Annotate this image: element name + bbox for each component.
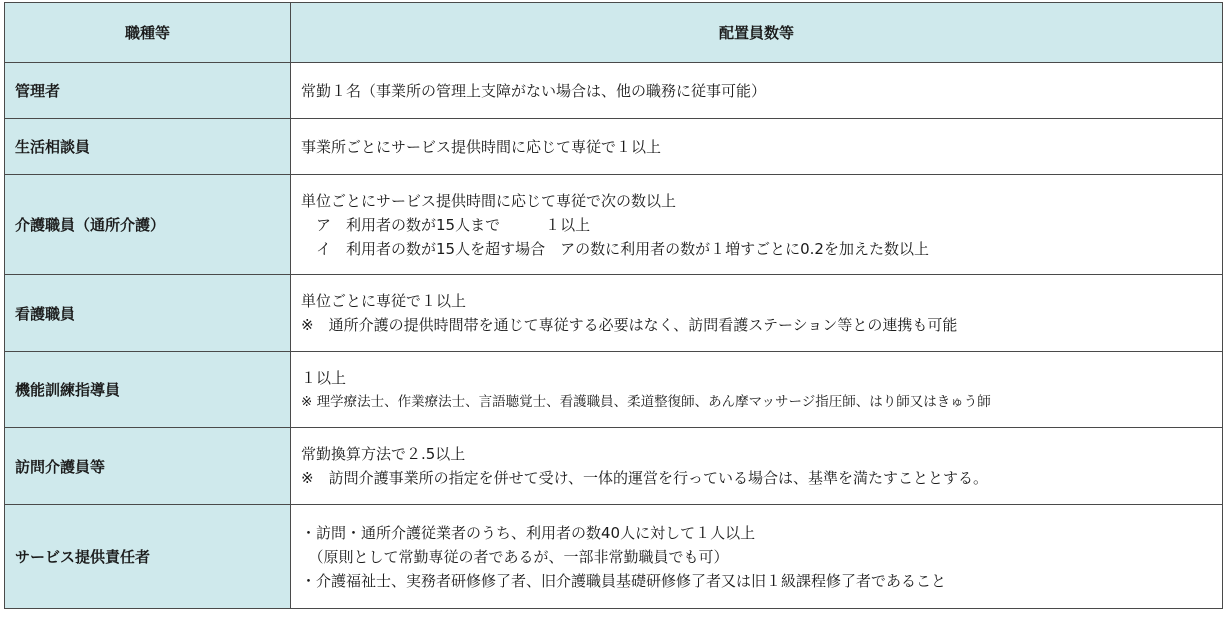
requirement-line: ※ 理学療法士、作業療法士、言語聴覚士、看護職員、柔道整復師、あん摩マッサージ指圧師、はり師又はきゅう師 xyxy=(301,393,991,410)
staffing-table-container xyxy=(4,2,1222,609)
requirement-cell xyxy=(291,352,1223,428)
requirement-cell xyxy=(291,119,1223,175)
table-row xyxy=(5,275,1223,352)
role-cell: 機能訓練指導員 xyxy=(5,352,291,428)
table-row xyxy=(5,352,1223,428)
role-cell: 生活相談員 xyxy=(5,119,291,175)
requirement-line: イ 利用者の数が15人を超す場合 アの数に利用者の数が１増すごとに0.2を加えた数以上 xyxy=(301,239,929,258)
staffing-table xyxy=(4,2,1223,609)
table-header-row xyxy=(5,3,1223,63)
requirement-cell xyxy=(291,428,1223,505)
requirement-cell xyxy=(291,275,1223,352)
table-row xyxy=(5,63,1223,119)
requirement-line: ・介護福祉士、実務者研修修了者、旧介護職員基礎研修修了者又は旧１級課程修了者であること xyxy=(301,571,947,590)
role-cell: 訪問介護員等 xyxy=(5,428,291,505)
requirement-line: （原則として常勤専従の者であるが、一部非常勤職員でも可） xyxy=(301,547,729,566)
requirement-line: 単位ごとにサービス提供時間に応じて専従で次の数以上 xyxy=(301,191,677,210)
table-row xyxy=(5,175,1223,275)
requirement-cell xyxy=(291,63,1223,119)
table-row xyxy=(5,119,1223,175)
requirement-line: ※ 訪問介護事業所の指定を併せて受け、一体的運営を行っている場合は、基準を満たすこととする。 xyxy=(301,469,988,487)
requirement-line: 常勤換算方法で２.5以上 xyxy=(301,445,466,463)
header-job-type: 職種等 xyxy=(5,3,291,63)
requirement-line: ※ 通所介護の提供時間帯を通じて専従する必要はなく、訪問看護ステーション等との連携も可能 xyxy=(301,316,958,334)
role-cell: 看護職員 xyxy=(5,275,291,352)
table-row xyxy=(5,428,1223,505)
requirement-line: 事業所ごとにサービス提供時間に応じて専従で１以上 xyxy=(301,137,662,156)
header-staff-count: 配置員数等 xyxy=(291,3,1223,63)
role-cell: サービス提供責任者 xyxy=(5,505,291,609)
requirement-cell xyxy=(291,175,1223,275)
requirement-line: １以上 xyxy=(301,368,347,387)
role-cell: 介護職員（通所介護） xyxy=(5,175,291,275)
table-row xyxy=(5,505,1223,609)
requirement-line: 常勤１名（事業所の管理上支障がない場合は、他の職務に従事可能） xyxy=(301,81,767,100)
requirement-line: ・訪問・通所介護従業者のうち、利用者の数40人に対して１人以上 xyxy=(301,523,756,542)
requirement-cell xyxy=(291,505,1223,609)
role-cell: 管理者 xyxy=(5,63,291,119)
requirement-line: 単位ごとに専従で１以上 xyxy=(301,292,467,310)
requirement-line: ア 利用者の数が15人まで １以上 xyxy=(301,215,591,234)
